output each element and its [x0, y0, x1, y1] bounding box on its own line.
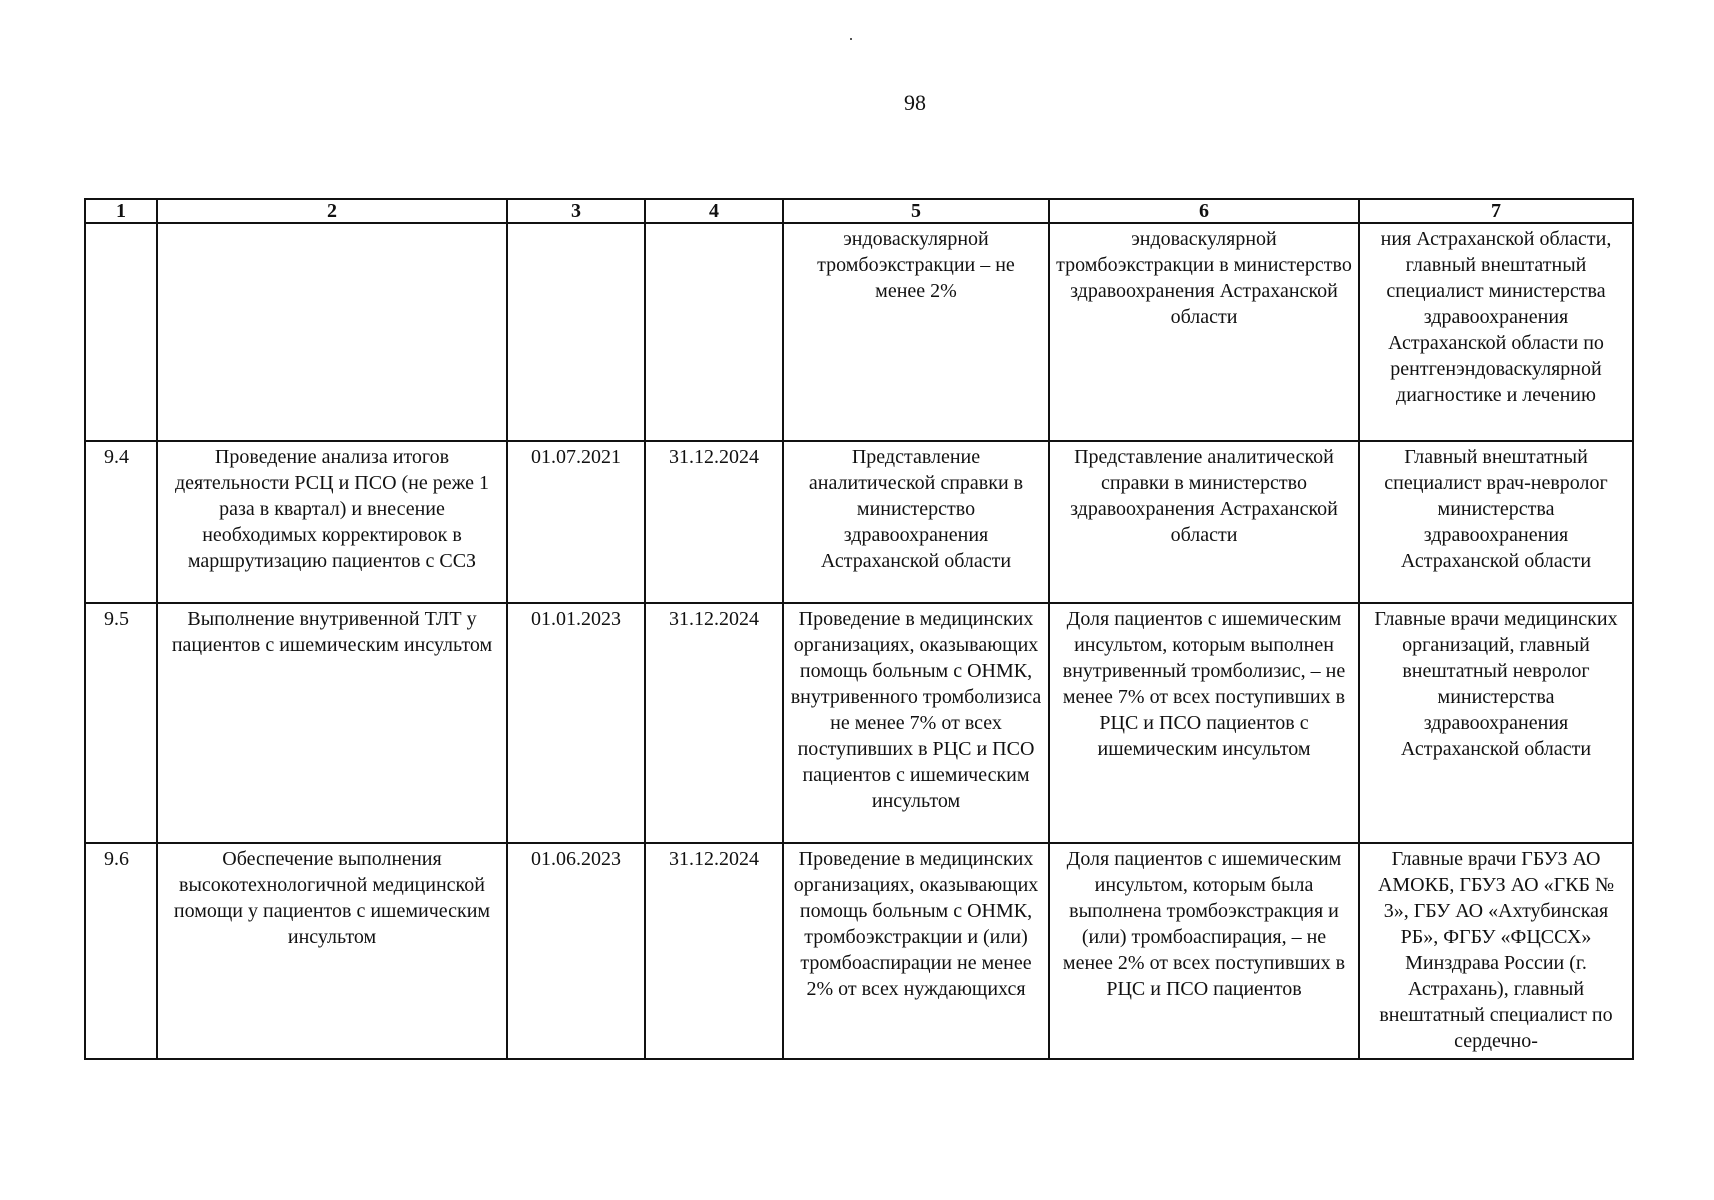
cell-start-date: 01.06.2023: [507, 843, 645, 1059]
cell-num: 9.6: [85, 843, 157, 1059]
cell-num: 9.5: [85, 603, 157, 843]
header-row: [85, 199, 1633, 223]
cell-responsible: Главные врачи ГБУЗ АО АМОКБ, ГБУЗ АО «ГКБ № 3», ГБУ АО «Ахтубинская РБ», ФГБУ «ФЦССХ» Минздрава России (г. Астрахань), главный внештатный специалист по сердечно-: [1359, 843, 1633, 1059]
cell-end-date: 31.12.2024: [645, 843, 783, 1059]
action-plan-table: [84, 198, 1634, 1060]
table-row-continuation: [85, 223, 1633, 441]
cell-result: Проведение в медицинских организациях, оказывающих помощь больным с ОНМК, тромбоэкстракции и (или) тромбоаспирации не менее 2% от всех нуждающихся: [783, 843, 1049, 1059]
cell-responsible: ния Астраханской области, главный внештатный специалист министерства здравоохранения Астраханской области по рентгенэндоваскулярной диагностике и лечению: [1359, 223, 1633, 441]
col-header-3: 3: [507, 199, 645, 223]
cell-result: эндоваскулярной тромбоэкстракции – не менее 2%: [783, 223, 1049, 441]
cell-end-date: 31.12.2024: [645, 441, 783, 603]
cell-indicator: Доля пациентов с ишемическим инсультом, которым была выполнена тромбоэкстракция и (или) тромбоаспирация, – не менее 2% от всех поступивших в РЦС и ПСО пациентов: [1049, 843, 1359, 1059]
cell-end-date: [645, 223, 783, 441]
cell-num: [85, 223, 157, 441]
col-header-1: 1: [85, 199, 157, 223]
cell-result: Проведение в медицинских организациях, оказывающих помощь больным с ОНМК, внутривенного тромболизиса не менее 7% от всех поступивших в РЦС и ПСО пациентов с ишемическим инсультом: [783, 603, 1049, 843]
cell-start-date: [507, 223, 645, 441]
table-row-9-5: [85, 603, 1633, 843]
cell-indicator: Представление аналитической справки в министерство здравоохранения Астраханской области: [1049, 441, 1359, 603]
table-row-9-4: [85, 441, 1633, 603]
cell-responsible: Главный внештатный специалист врач-невролог министерства здравоохранения Астраханской области: [1359, 441, 1633, 603]
col-header-6: 6: [1049, 199, 1359, 223]
cell-start-date: 01.07.2021: [507, 441, 645, 603]
cell-indicator: Доля пациентов с ишемическим инсультом, которым выполнен внутривенный тромболизис, – не менее 7% от всех поступивших в РЦС и ПСО пациентов с ишемическим инсультом: [1049, 603, 1359, 843]
col-header-4: 4: [645, 199, 783, 223]
cell-name: Проведение анализа итогов деятельности РСЦ и ПСО (не реже 1 раза в квартал) и внесение необходимых корректировок в маршрутизацию пациентов с ССЗ: [157, 441, 507, 603]
cell-indicator: эндоваскулярной тромбоэкстракции в министерство здравоохранения Астраханской области: [1049, 223, 1359, 441]
cell-start-date: 01.01.2023: [507, 603, 645, 843]
col-header-5: 5: [783, 199, 1049, 223]
cell-end-date: 31.12.2024: [645, 603, 783, 843]
scan-artifact: [850, 38, 852, 40]
col-header-2: 2: [157, 199, 507, 223]
cell-responsible: Главные врачи медицинских организаций, главный внештатный невролог министерства здравоохранения Астраханской области: [1359, 603, 1633, 843]
table-row-9-6: [85, 843, 1633, 1059]
cell-name: [157, 223, 507, 441]
cell-result: Представление аналитической справки в министерство здравоохранения Астраханской области: [783, 441, 1049, 603]
page-number: 98: [904, 90, 926, 115]
cell-name: Обеспечение выполнения высокотехнологичной медицинской помощи у пациентов с ишемическим инсультом: [157, 843, 507, 1059]
cell-num: 9.4: [85, 441, 157, 603]
cell-name: Выполнение внутривенной ТЛТ у пациентов с ишемическим инсультом: [157, 603, 507, 843]
col-header-7: 7: [1359, 199, 1633, 223]
